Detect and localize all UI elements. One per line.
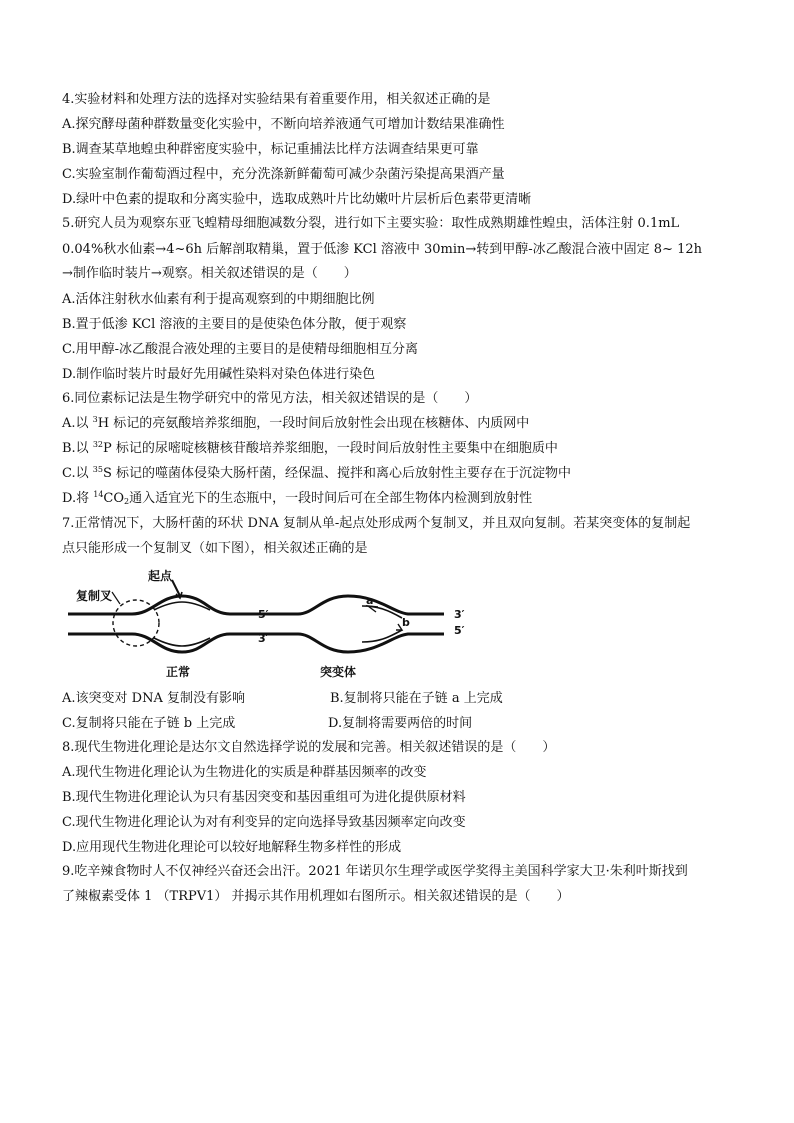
- mutant-right-3prime: 3′: [454, 608, 465, 621]
- mutant-label: 突变体: [320, 665, 357, 679]
- q4-option-a: A.探究酵母菌种群数量变化实验中，不断向培养液通气可增加计数结果准确性: [62, 117, 505, 132]
- q5-option-a: A.活体注射秋水仙素有利于提高观察到的中期细胞比例: [62, 292, 375, 307]
- q7-stem-line-2: 点只能形成一个复制叉（如下图），相关叙述正确的是: [62, 541, 368, 556]
- origin-label: 起点: [148, 569, 173, 583]
- normal-label: 正常: [166, 665, 191, 679]
- q5-stem-line-2: 0.04%秋水仙素→4~6h 后解剖取精巢，置于低渗 KCl 溶液中 30min→转到甲醇-冰乙酸混合液中固定 8~ 12h: [62, 242, 703, 257]
- replication-fork-figure: [62, 566, 492, 684]
- mutant-right-5prime: 5′: [454, 624, 465, 637]
- q9-stem-line-2: 了辣椒素受体 1 （TRPV1） 并揭示其作用机理如右图所示。相关叙述错误的是（ ）: [62, 889, 570, 904]
- q5-option-b: B.置于低渗 KCl 溶液的主要目的是使染色体分散，便于观察: [62, 317, 407, 332]
- q4-stem: 4.实验材料和处理方法的选择对实验结果有着重要作用，相关叙述正确的是: [62, 92, 491, 107]
- fork-pointer-line: [112, 592, 120, 604]
- q6-option-c: C.以 $^{35}$S 标记的噬菌体侵染大肠杆菌，经保温、搅拌和离心后放射性主要存在于沉淀物中: [62, 465, 571, 481]
- q8-option-c: C.现代生物进化理论认为对有利变异的定向选择导致基因频率定向改变: [62, 815, 466, 830]
- dna-replication-diagram: [62, 566, 492, 684]
- q6-stem: 6.同位素标记法是生物学研究中的常见方法，相关叙述错误的是（ ）: [62, 391, 478, 406]
- q5-option-c: C.用甲醇-冰乙酸混合液处理的主要目的是使精母细胞相互分离: [62, 342, 419, 357]
- q7-option-c: C.复制将只能在子链 b 上完成: [62, 716, 236, 731]
- q9-stem-line-1: 9.吃辛辣食物时人不仅神经兴奋还会出汗。2021 年诺贝尔生理学或医学奖得主美国科学家大卫·朱利叶斯找到: [62, 864, 688, 879]
- q7-option-a: A.该突变对 DNA 复制没有影响: [62, 691, 245, 706]
- q8-option-d: D.应用现代生物进化理论可以较好地解释生物多样性的形成: [62, 840, 402, 855]
- q4-option-c: C.实验室制作葡萄酒过程中，充分洗涤新鲜葡萄可减少杂菌污染提高果酒产量: [62, 167, 505, 182]
- q5-stem-line-1: 5.研究人员为观察东亚飞蝗精母细胞减数分裂，进行如下主要实验：取性成熟期雄性蝗虫，活体注射 0.1mL: [62, 216, 680, 231]
- q7-option-d: D.复制将需要两倍的时间: [328, 716, 473, 731]
- q8-stem: 8.现代生物进化理论是达尔文自然选择学说的发展和完善。相关叙述错误的是（ ）: [62, 740, 556, 755]
- q7-option-b: B.复制将只能在子链 a 上完成: [330, 691, 503, 706]
- mutant-left-5prime: 5′: [258, 608, 269, 621]
- origin-arrow: [172, 580, 180, 596]
- q5-option-d: D.制作临时装片时最好先用碱性染料对染色体进行染色: [62, 367, 376, 382]
- strand-a-label: a: [366, 594, 374, 607]
- q6-option-a: A.以 $^3$H 标记的亮氨酸培养浆细胞，一段时间后放射性会出现在核糖体、内质网中: [62, 415, 530, 431]
- mutant-left-3prime: 3′: [258, 632, 269, 645]
- q8-option-a: A.现代生物进化理论认为生物进化的实质是种群基因频率的改变: [62, 765, 427, 780]
- q4-option-d: D.绿叶中色素的提取和分离实验中，选取成熟叶片比幼嫩叶片层析后色素带更清晰: [62, 192, 532, 207]
- strand-b-label: b: [402, 616, 410, 629]
- fork-label: 复制叉: [76, 589, 113, 603]
- q4-option-b: B.调查某草地蝗虫种群密度实验中，标记重捕法比样方法调查结果更可靠: [62, 142, 479, 157]
- q8-option-b: B.现代生物进化理论认为只有基因突变和基因重组可为进化提供原材料: [62, 790, 466, 805]
- q7-stem-line-1: 7.正常情况下，大肠杆菌的环状 DNA 复制从单-起点处形成两个复制叉，并且双向复制。若某突变体的复制起: [62, 516, 691, 531]
- q6-option-b: B.以 $^{32}$P 标记的尿嘧啶核糖核苷酸培养浆细胞，一段时间后放射性主要集中在细胞质中: [62, 440, 558, 456]
- mutant-replication-bubble: [280, 596, 444, 652]
- q5-stem-line-3: →制作临时装片→观察。相关叙述错误的是（ ）: [62, 266, 357, 281]
- q6-option-d: D.将 $^{14}CO_2$通入适宜光下的生态瓶中，一段时间后可在全部生物体内检测到放射性: [62, 490, 533, 506]
- normal-daughter-strands: [154, 602, 210, 646]
